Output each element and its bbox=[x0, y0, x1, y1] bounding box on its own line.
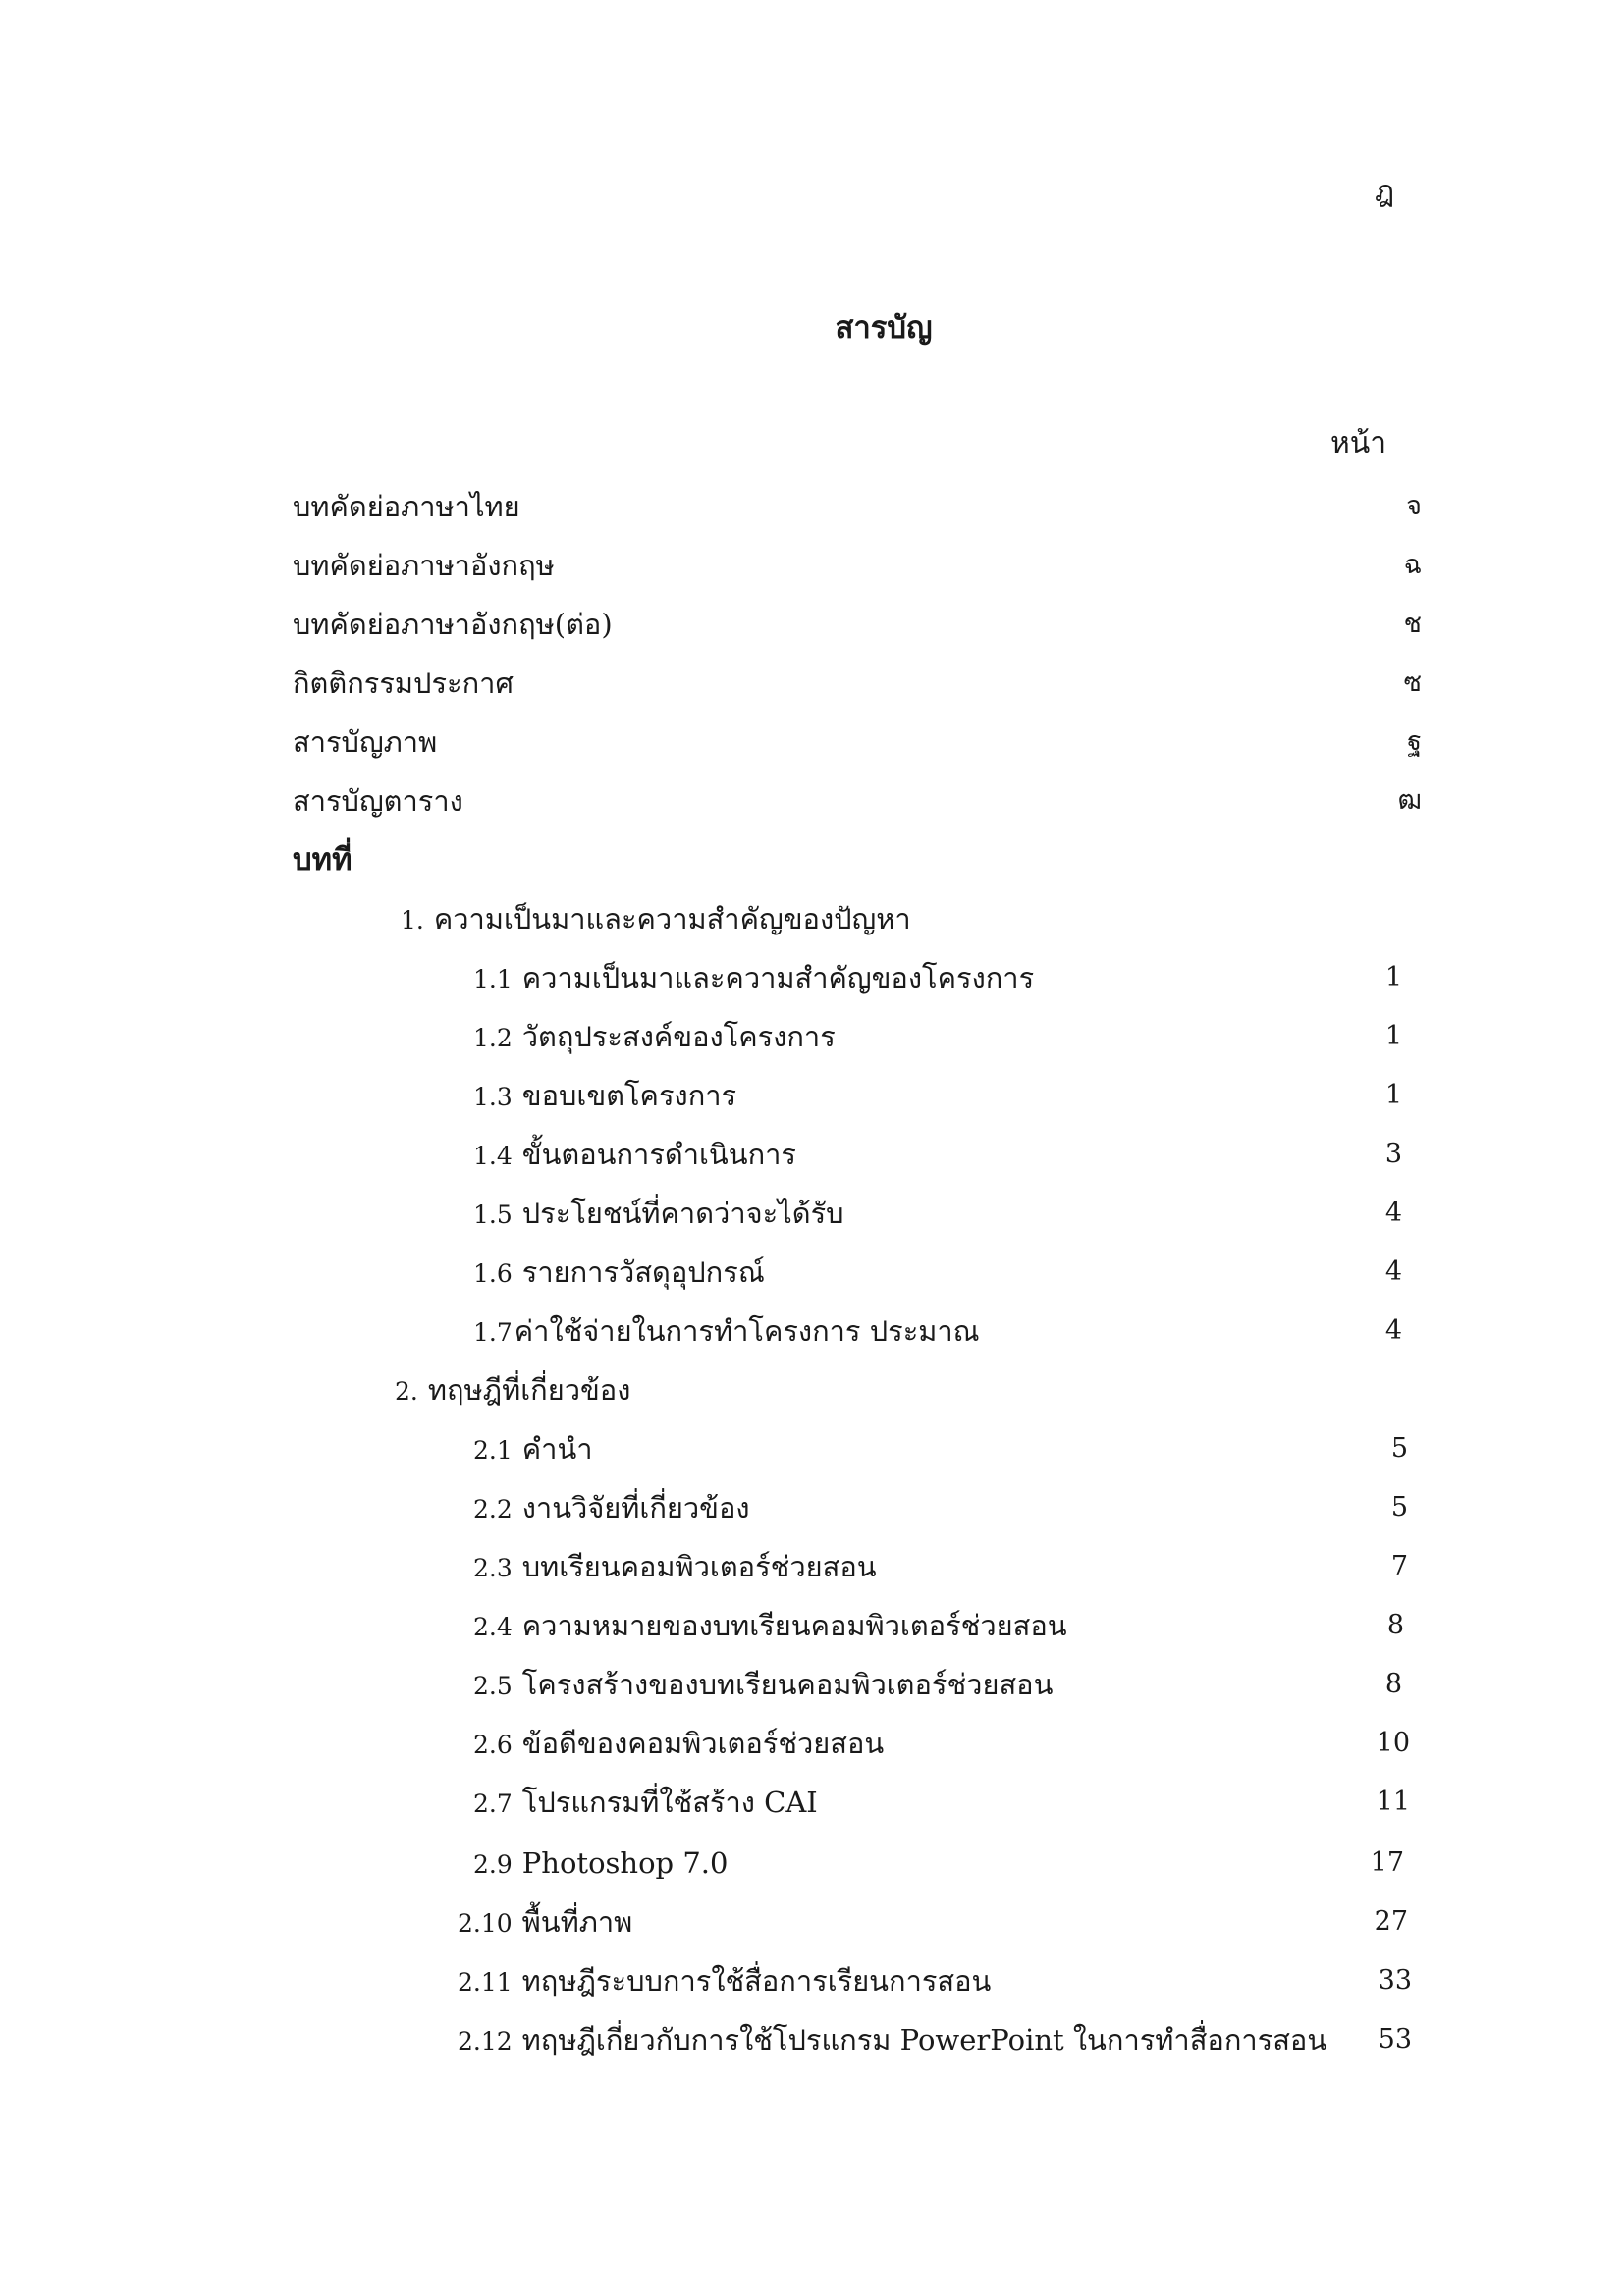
toc-entry-label: บทคัดย่อภาษาอังกฤษ(ต่อ) bbox=[293, 608, 613, 641]
section-number: 1.6 bbox=[473, 1259, 513, 1288]
section-page: 33 bbox=[1378, 1965, 1412, 1996]
section-number: 2.9 bbox=[473, 1850, 513, 1879]
section-number: 2.1 bbox=[473, 1436, 513, 1465]
section-label: บทเรียนคอมพิวเตอร์ช่วยสอน bbox=[521, 1550, 877, 1583]
page-number: ฎ bbox=[1375, 175, 1395, 209]
section-page: 53 bbox=[1378, 2024, 1412, 2055]
section-label: ประโยชน์ที่คาดว่าจะได้รับ bbox=[521, 1197, 844, 1230]
toc-entry-page: ซ bbox=[1403, 667, 1422, 698]
toc-entry bbox=[293, 660, 1422, 707]
section-entry bbox=[473, 1131, 1402, 1178]
chapter-number: 1. bbox=[401, 906, 424, 934]
toc-entry-page: ฉ bbox=[1403, 550, 1422, 580]
section-label: ค่าใช้จ่ายในการทำโครงการ ประมาณ bbox=[514, 1314, 980, 1348]
section-entry bbox=[458, 2016, 1412, 2063]
section-label: ทฤษฎีระบบการใช้สื่อการเรียนการสอน bbox=[521, 1964, 992, 1998]
page-title: สารบัญ bbox=[835, 310, 933, 346]
section-page: 1 bbox=[1384, 962, 1402, 992]
section-number: 1.4 bbox=[473, 1142, 513, 1170]
section-entry bbox=[473, 1661, 1402, 1708]
section-number: 2.11 bbox=[458, 1968, 513, 1997]
toc-entry-page: ฒ bbox=[1397, 785, 1422, 816]
section-page: 4 bbox=[1384, 1198, 1402, 1228]
section-page: 27 bbox=[1374, 1906, 1408, 1937]
section-page: 1 bbox=[1384, 1021, 1402, 1051]
section-label: ความเป็นมาและความสำคัญของโครงการ bbox=[521, 961, 1035, 994]
section-number: 1.2 bbox=[473, 1024, 513, 1052]
section-number: 2.12 bbox=[458, 2027, 513, 2056]
section-page: 3 bbox=[1384, 1139, 1402, 1169]
toc-entry-label: บทคัดย่อภาษาอังกฤษ bbox=[293, 549, 555, 582]
page-column-heading: หน้า bbox=[1330, 426, 1387, 460]
section-number: 2.6 bbox=[473, 1731, 513, 1759]
section-label: รายการวัสดุอุปกรณ์ bbox=[521, 1255, 765, 1289]
section-label: Photoshop 7.0 bbox=[521, 1846, 729, 1880]
section-label: ข้อดีของคอมพิวเตอร์ช่วยสอน bbox=[521, 1727, 885, 1760]
section-page: 8 bbox=[1384, 1669, 1402, 1699]
section-page: 5 bbox=[1390, 1492, 1408, 1522]
section-number: 2.3 bbox=[473, 1554, 513, 1582]
section-number: 2.5 bbox=[473, 1672, 513, 1700]
section-number: 2.2 bbox=[473, 1495, 513, 1523]
section-number: 2.10 bbox=[458, 1909, 513, 1938]
chapter-entry bbox=[395, 1366, 1377, 1414]
section-label: คำนำ bbox=[521, 1432, 593, 1466]
section-label: ขั้นตอนการดำเนินการ bbox=[521, 1138, 797, 1171]
section-label: งานวิจัยที่เกี่ยวข้อง bbox=[521, 1491, 750, 1524]
section-entry bbox=[473, 1602, 1404, 1649]
section-number: 2.7 bbox=[473, 1789, 513, 1818]
chapter-label: ทฤษฎีที่เกี่ยวข้อง bbox=[427, 1373, 631, 1407]
toc-entry-label: กิตติกรรมประกาศ bbox=[293, 667, 514, 700]
chapters-heading: บทที่ bbox=[293, 842, 352, 878]
section-page: 5 bbox=[1390, 1433, 1408, 1464]
section-entry bbox=[473, 1779, 1410, 1826]
section-entry bbox=[458, 1957, 1412, 2004]
section-number: 1.3 bbox=[473, 1083, 513, 1111]
toc-entry-page: ฐ bbox=[1407, 726, 1422, 757]
section-label: วัตถุประสงค์ของโครงการ bbox=[521, 1020, 836, 1053]
section-label: โปรแกรมที่ใช้สร้าง CAI bbox=[521, 1786, 818, 1819]
section-number: 2.4 bbox=[473, 1613, 513, 1641]
section-entry bbox=[473, 1308, 1402, 1355]
toc-entry-label: สารบัญตาราง bbox=[293, 784, 463, 818]
section-entry bbox=[473, 1543, 1408, 1590]
section-page: 4 bbox=[1384, 1315, 1402, 1346]
section-entry bbox=[473, 1013, 1402, 1060]
section-entry bbox=[473, 1249, 1402, 1296]
section-page: 7 bbox=[1390, 1551, 1408, 1581]
section-label: โครงสร้างของบทเรียนคอมพิวเตอร์ช่วยสอน bbox=[521, 1668, 1054, 1701]
section-entry bbox=[473, 1425, 1408, 1472]
section-number: 1.5 bbox=[473, 1201, 513, 1229]
toc-entry-label: สารบัญภาพ bbox=[293, 725, 438, 759]
chapter-entry bbox=[401, 895, 1382, 942]
section-label: ขอบเขตโครงการ bbox=[521, 1079, 737, 1112]
toc-entry bbox=[293, 542, 1422, 589]
section-page: 11 bbox=[1376, 1787, 1410, 1817]
section-label: พื้นที่ภาพ bbox=[521, 1905, 633, 1939]
section-entry bbox=[473, 1720, 1410, 1767]
toc-entry-label: บทคัดย่อภาษาไทย bbox=[293, 490, 520, 523]
section-number: 1.1 bbox=[473, 965, 513, 993]
toc-entry bbox=[293, 601, 1422, 648]
section-label: ทฤษฎีเกี่ยวกับการใช้โปรแกรม PowerPoint ในการทำสื่อการสอน bbox=[521, 2023, 1327, 2056]
toc-entry bbox=[293, 483, 1422, 530]
chapter-number: 2. bbox=[395, 1377, 418, 1406]
toc-entry bbox=[293, 719, 1422, 766]
chapter-label: ความเป็นมาและความสำคัญของปัญหา bbox=[433, 902, 911, 935]
section-label: ความหมายของบทเรียนคอมพิวเตอร์ช่วยสอน bbox=[521, 1609, 1067, 1642]
section-page: 4 bbox=[1384, 1256, 1402, 1287]
toc-entry-page: จ bbox=[1406, 491, 1422, 521]
toc-entry bbox=[293, 777, 1422, 825]
section-entry bbox=[473, 1484, 1408, 1531]
section-page: 1 bbox=[1384, 1080, 1402, 1110]
section-entry bbox=[473, 954, 1402, 1001]
section-page: 8 bbox=[1386, 1610, 1404, 1640]
section-entry bbox=[473, 1072, 1402, 1119]
section-page: 17 bbox=[1370, 1847, 1404, 1878]
section-entry bbox=[473, 1190, 1402, 1237]
section-entry bbox=[458, 1898, 1408, 1946]
section-page: 10 bbox=[1376, 1728, 1410, 1758]
section-entry bbox=[473, 1840, 1404, 1887]
section-number: 1.7 bbox=[473, 1318, 513, 1347]
toc-entry-page: ช bbox=[1403, 609, 1422, 639]
